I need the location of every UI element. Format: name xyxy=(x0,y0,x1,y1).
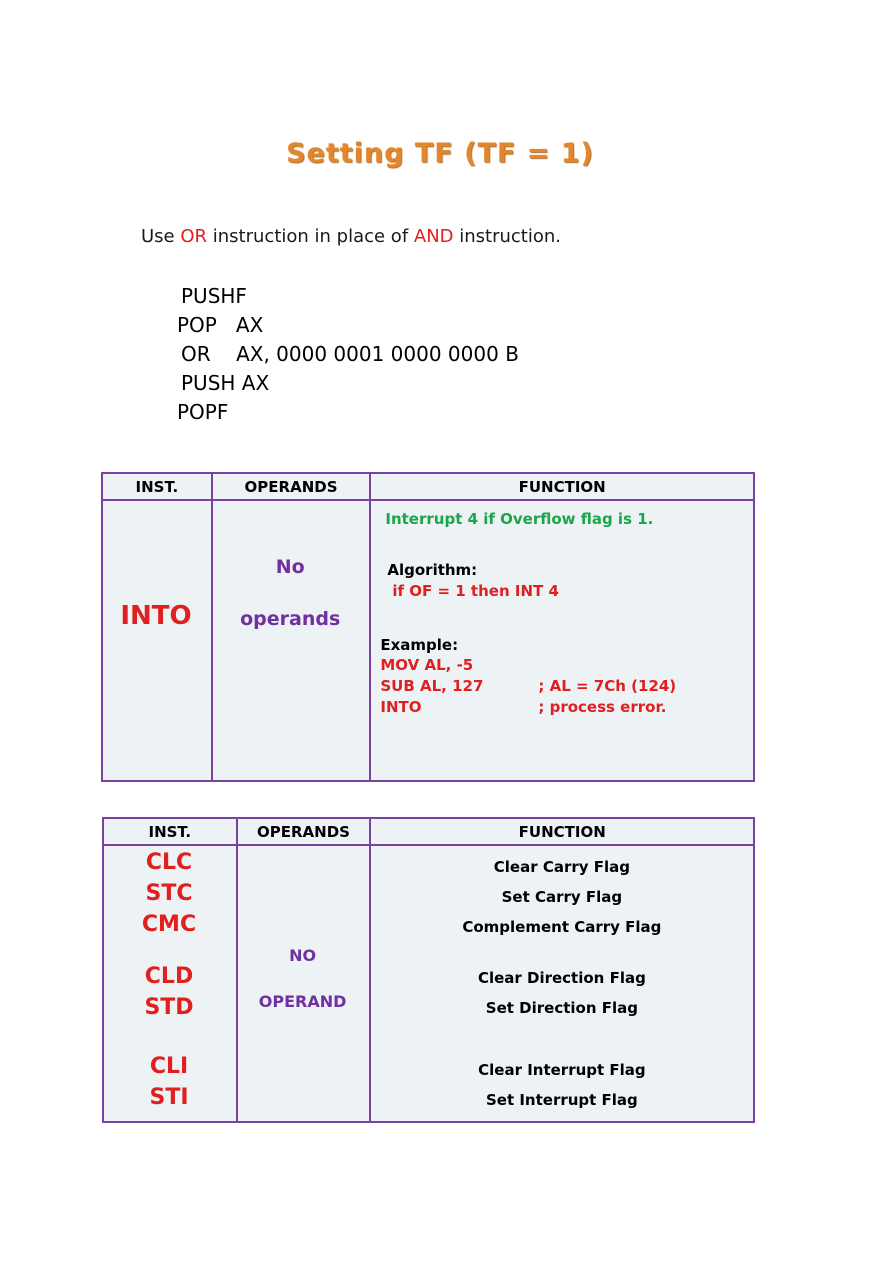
inst-sti: STI xyxy=(149,1085,189,1110)
intro-and-keyword: AND xyxy=(413,226,454,247)
inst-cli: CLI xyxy=(149,1054,189,1079)
inst-cld: CLD xyxy=(144,964,194,989)
example-comment: ; AL = 7Ch (124) xyxy=(538,677,677,695)
into-table xyxy=(101,472,755,782)
header-operands: OPERANDS xyxy=(237,818,371,845)
inst-cmc: CMC xyxy=(141,912,197,937)
flag-table xyxy=(102,817,755,1123)
example-code: MOV AL, -5 xyxy=(380,656,474,674)
algorithm-label: Algorithm: xyxy=(387,561,478,579)
header-inst: INST. xyxy=(102,473,212,500)
inst-cell xyxy=(102,500,212,781)
function-std: Set Direction Flag xyxy=(485,999,638,1017)
code-line: POPF xyxy=(177,400,229,424)
intro-text xyxy=(141,226,561,247)
operands-cell xyxy=(212,500,371,781)
function-cmc: Complement Carry Flag xyxy=(462,918,662,936)
example-comment: ; process error. xyxy=(538,698,667,716)
intro-post: instruction. xyxy=(453,226,561,247)
function-clc: Clear Carry Flag xyxy=(493,858,631,876)
inst-clc: CLC xyxy=(145,850,193,875)
function-sti: Set Interrupt Flag xyxy=(485,1091,638,1109)
function-cld: Clear Direction Flag xyxy=(477,969,646,987)
algorithm-text: if OF = 1 then INT 4 xyxy=(392,582,559,600)
function-cli: Clear Interrupt Flag xyxy=(478,1061,646,1079)
code-line: PUSH AX xyxy=(181,371,270,395)
function-stc: Set Carry Flag xyxy=(501,888,623,906)
example-label: Example: xyxy=(380,636,459,654)
code-line: PUSHF xyxy=(181,284,247,308)
intro-mid: instruction in place of xyxy=(207,226,414,247)
function-description: Interrupt 4 if Overflow flag is 1. xyxy=(385,510,654,528)
example-code: INTO xyxy=(380,698,422,716)
operands-line: OPERAND xyxy=(258,992,347,1011)
function-cell xyxy=(370,845,754,1122)
header-operands: OPERANDS xyxy=(212,473,371,500)
inst-stc: STC xyxy=(145,881,193,906)
code-line: OR AX, 0000 0001 0000 0000 B xyxy=(181,342,519,366)
header-inst: INST. xyxy=(103,818,237,845)
operands-line: operands xyxy=(240,608,341,630)
inst-std: STD xyxy=(144,995,194,1020)
operands-line: No xyxy=(275,556,305,578)
header-function: FUNCTION xyxy=(370,818,754,845)
function-cell xyxy=(370,500,754,781)
code-line: POP AX xyxy=(177,313,264,337)
inst-into: INTO xyxy=(120,601,192,631)
intro-pre: Use xyxy=(141,226,181,247)
inst-cell xyxy=(103,845,237,1122)
example-code: SUB AL, 127 xyxy=(380,677,484,695)
operands-cell xyxy=(237,845,371,1122)
header-function: FUNCTION xyxy=(370,473,754,500)
operands-line: NO xyxy=(289,946,317,965)
page-title: Setting TF (TF = 1) xyxy=(286,138,594,169)
intro-or-keyword: OR xyxy=(180,226,208,247)
